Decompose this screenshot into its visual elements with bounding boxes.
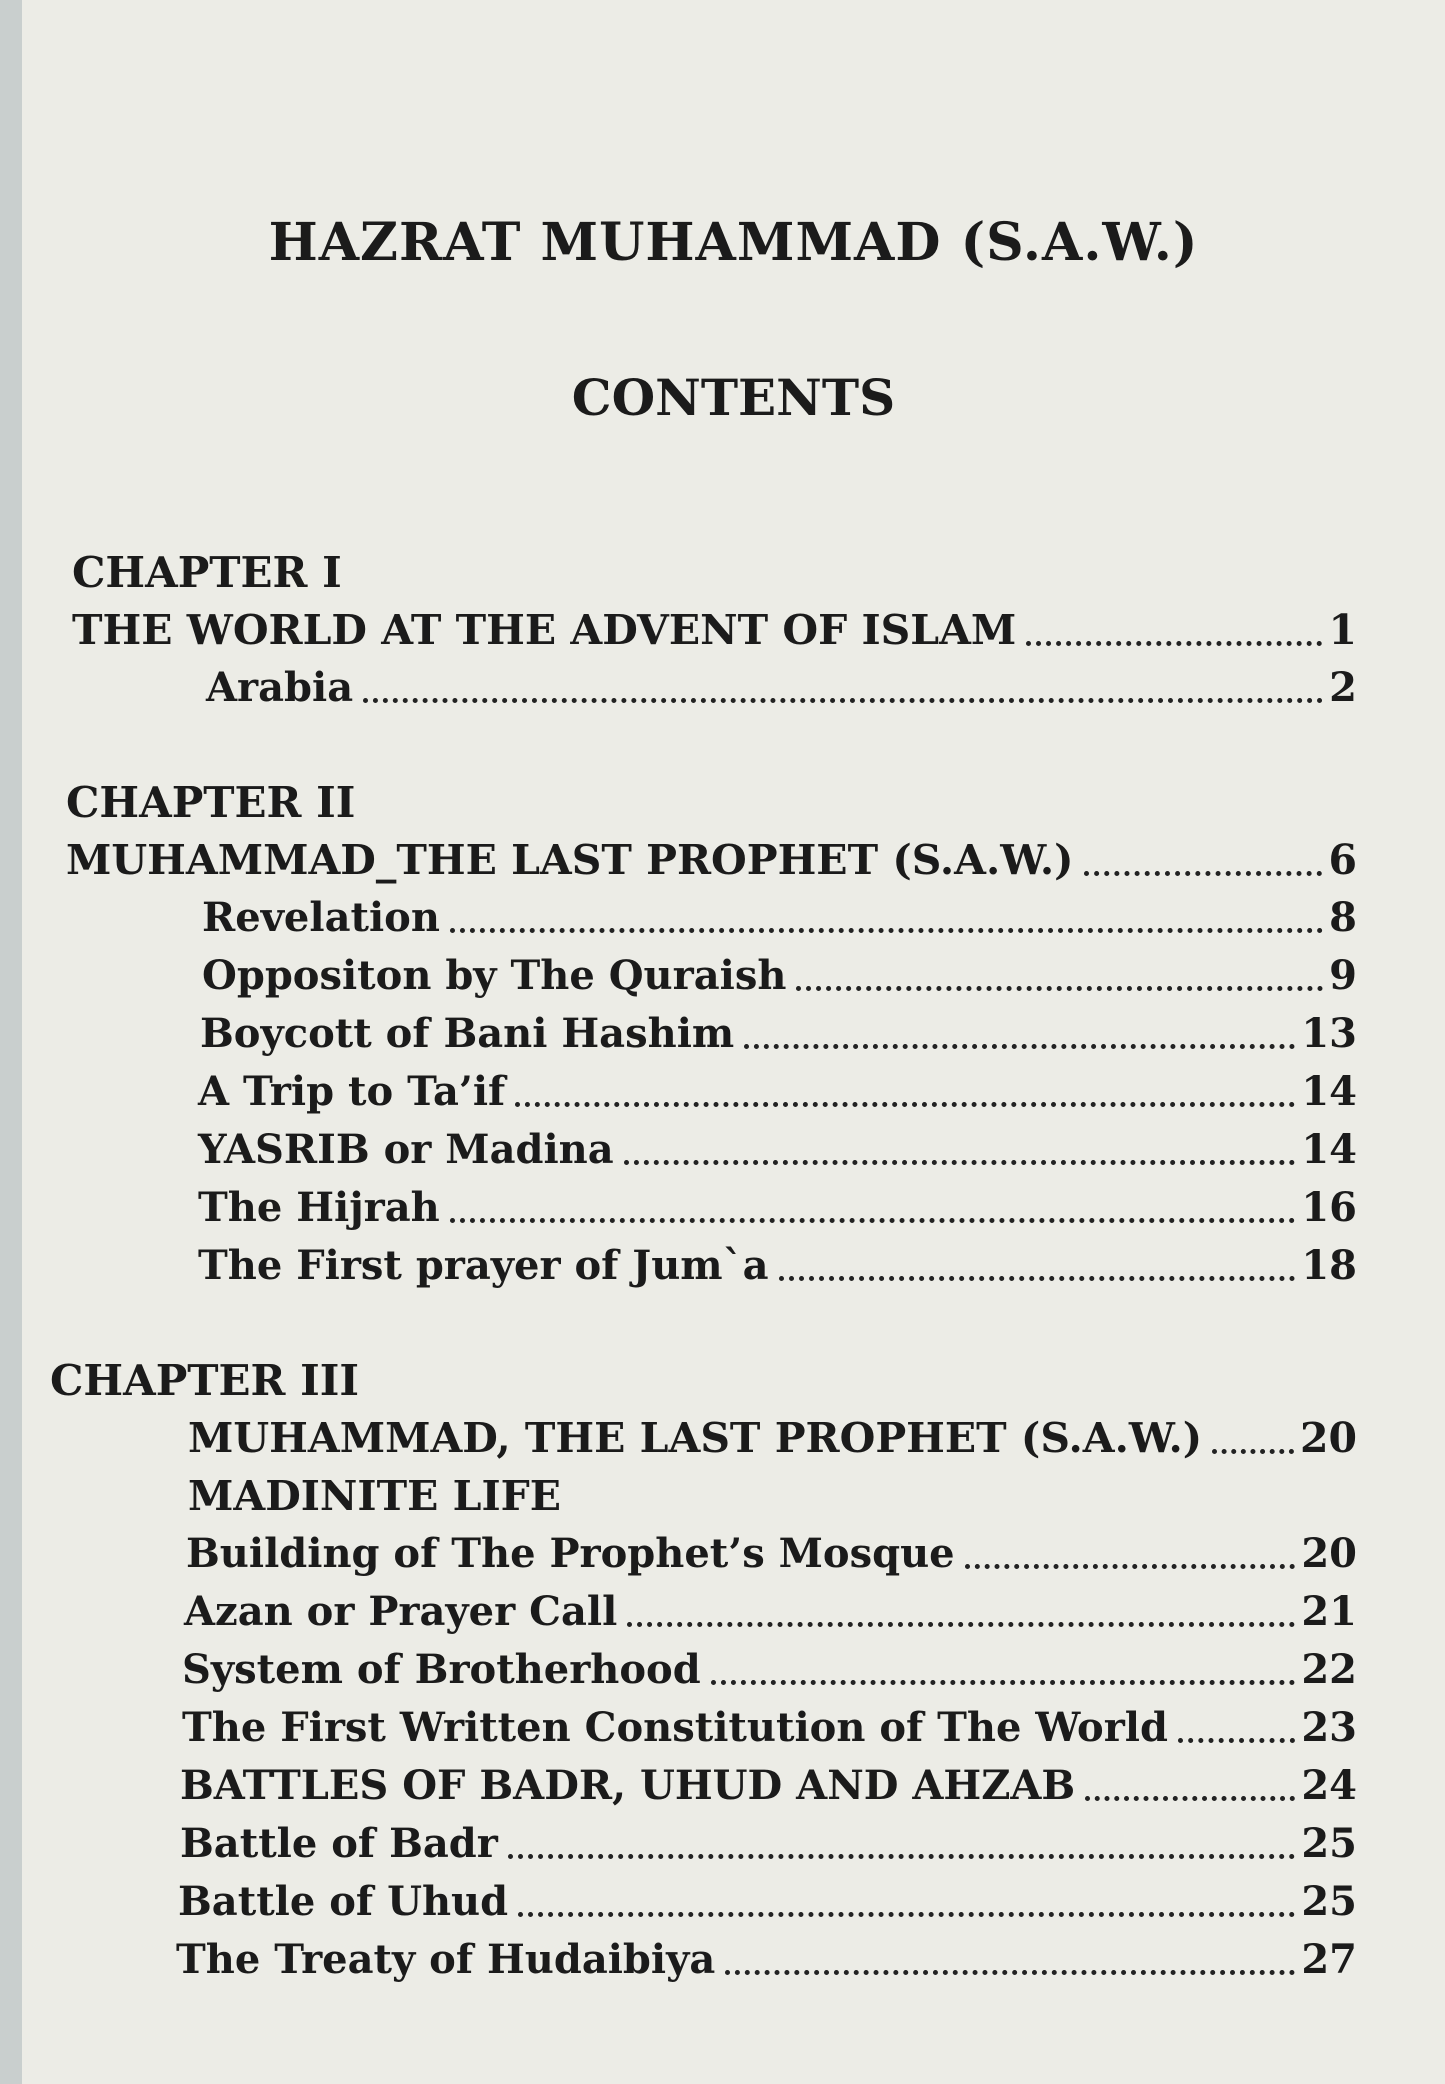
dot-leader <box>779 1276 1296 1281</box>
toc-entry-title: System of Brotherhood <box>182 1646 701 1693</box>
dot-leader <box>518 1912 1295 1917</box>
chapter-label: CHAPTER I <box>72 548 342 597</box>
toc-entry-page: 21 <box>1301 1588 1357 1635</box>
toc-entry-page: 2 <box>1329 664 1357 711</box>
toc-entry[interactable] <box>198 1242 1357 1289</box>
toc-entry-title: Boycott of Bani Hashim <box>200 1010 735 1057</box>
dot-leader <box>627 1622 1295 1627</box>
book-spine-edge <box>0 0 22 2084</box>
toc-entry-page: 8 <box>1329 894 1357 941</box>
book-page <box>22 0 1445 2084</box>
dot-leader <box>508 1854 1295 1859</box>
toc-entry[interactable] <box>178 1878 1357 1925</box>
dot-leader <box>744 1044 1295 1049</box>
toc-entry[interactable] <box>184 1588 1357 1635</box>
toc-entry-page: 23 <box>1301 1704 1357 1751</box>
toc-entry-page: 16 <box>1301 1184 1357 1231</box>
toc-entry-title: BATTLES OF BADR, UHUD AND AHZAB <box>180 1762 1076 1809</box>
toc-entry-page: 9 <box>1329 952 1357 999</box>
toc-entry-title: Battle of Uhud <box>178 1878 509 1925</box>
book-title: HAZRAT MUHAMMAD (S.A.W.) <box>268 212 1199 273</box>
toc-entry-title: MUHAMMAD_THE LAST PROPHET (S.A.W.) <box>66 836 1074 884</box>
toc-entry-title: A Trip to Ta’if <box>198 1068 506 1115</box>
toc-entry-title: The Treaty of Hudaibiya <box>176 1936 716 1983</box>
toc-entry[interactable] <box>202 894 1357 941</box>
dot-leader <box>1212 1449 1294 1454</box>
toc-entry[interactable] <box>198 1126 1357 1173</box>
dot-leader <box>515 1102 1295 1107</box>
contents-heading: CONTENTS <box>571 368 896 427</box>
toc-entry-page: 14 <box>1301 1068 1357 1115</box>
toc-entry-title: MUHAMMAD, THE LAST PROPHET (S.A.W.) <box>188 1414 1203 1462</box>
dot-leader <box>450 928 1323 933</box>
toc-entry[interactable] <box>206 664 1357 711</box>
dot-leader <box>1026 641 1322 646</box>
toc-entry-title: THE WORLD AT THE ADVENT OF ISLAM <box>72 606 1017 654</box>
toc-entry-page: 20 <box>1301 1530 1357 1577</box>
toc-entry-title: The Hijrah <box>198 1184 440 1231</box>
toc-entry-title: Battle of Badr <box>180 1820 498 1867</box>
toc-entry[interactable] <box>180 1762 1357 1809</box>
toc-entry[interactable] <box>200 1010 1357 1057</box>
toc-entry-title: Azan or Prayer Call <box>184 1588 618 1635</box>
toc-entry-title: Building of The Prophet’s Mosque <box>186 1530 955 1577</box>
toc-entry[interactable] <box>202 952 1357 999</box>
toc-entry-page: 25 <box>1301 1878 1357 1925</box>
dot-leader <box>796 986 1323 991</box>
dot-leader <box>450 1218 1296 1223</box>
dot-leader <box>1178 1738 1295 1743</box>
toc-entry-page: 6 <box>1328 836 1357 884</box>
toc-entry-page: 22 <box>1301 1646 1357 1693</box>
toc-entry[interactable] <box>188 1414 1357 1462</box>
toc-entry[interactable] <box>198 1068 1357 1115</box>
toc-entry[interactable] <box>72 606 1357 654</box>
toc-entry[interactable] <box>182 1704 1357 1751</box>
chapter-label: CHAPTER III <box>50 1356 360 1405</box>
toc-entry[interactable] <box>66 836 1357 884</box>
toc-entry-title: YASRIB or Madina <box>198 1126 614 1173</box>
toc-entry-page: 24 <box>1301 1762 1357 1809</box>
toc-entry-title: Arabia <box>206 664 354 711</box>
dot-leader <box>624 1160 1296 1165</box>
toc-entry-title: The First prayer of Jum`a <box>198 1242 769 1289</box>
dot-leader <box>363 698 1323 703</box>
dot-leader <box>711 1680 1296 1685</box>
toc-entry-page: 14 <box>1301 1126 1357 1173</box>
dot-leader <box>965 1564 1296 1569</box>
dot-leader <box>1085 1796 1295 1801</box>
toc-entry-title: The First Written Constitution of The World <box>182 1704 1168 1751</box>
toc-entry-title: Revelation <box>202 894 440 941</box>
toc-entry[interactable] <box>182 1646 1357 1693</box>
toc-subheading: MADINITE LIFE <box>188 1472 561 1520</box>
dot-leader <box>1084 871 1323 876</box>
toc-entry[interactable] <box>180 1820 1357 1867</box>
toc-entry[interactable] <box>198 1184 1357 1231</box>
toc-entry-page: 1 <box>1328 606 1357 654</box>
toc-entry-page: 25 <box>1301 1820 1357 1867</box>
toc-entry-page: 13 <box>1301 1010 1357 1057</box>
toc-entry-page: 20 <box>1299 1414 1357 1462</box>
chapter-label: CHAPTER II <box>66 778 356 827</box>
toc-entry[interactable] <box>176 1936 1357 1983</box>
toc-entry-page: 27 <box>1301 1936 1357 1983</box>
dot-leader <box>725 1970 1295 1975</box>
toc-entry-page: 18 <box>1301 1242 1357 1289</box>
toc-entry-title: Oppositon by The Quraish <box>202 952 787 999</box>
toc-entry[interactable] <box>186 1530 1357 1577</box>
